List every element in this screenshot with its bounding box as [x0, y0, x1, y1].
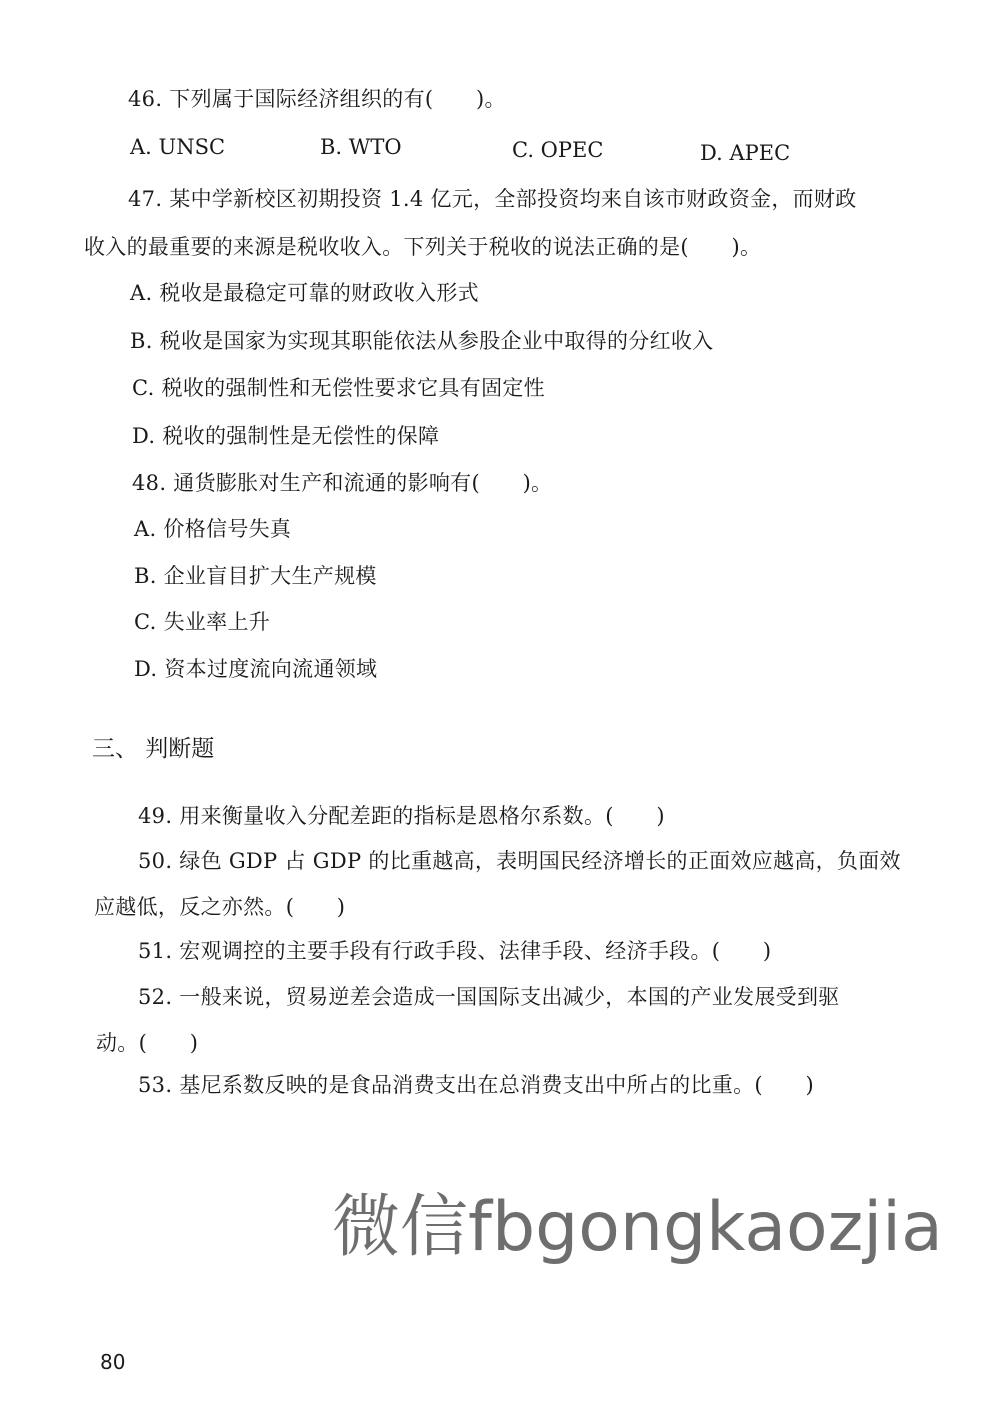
question-50-line2: 应越低，反之亦然。( )	[94, 895, 346, 919]
question-48-option-c: C. 失业率上升	[134, 610, 271, 634]
question-48-option-b: B. 企业盲目扩大生产规模	[134, 564, 377, 588]
question-52-line2: 动。( )	[96, 1031, 199, 1055]
question-47-option-c: C. 税收的强制性和无偿性要求它具有固定性	[132, 376, 545, 400]
question-47-option-a: A. 税收是最稳定可靠的财政收入形式	[130, 281, 479, 305]
question-46-stem: 46. 下列属于国际经济组织的有( )。	[128, 87, 506, 111]
question-46-option-d: D. APEC	[700, 141, 791, 165]
page-number: 80	[100, 1350, 126, 1374]
question-49: 49. 用来衡量收入分配差距的指标是恩格尔系数。( )	[138, 804, 665, 828]
question-46-option-b: B. WTO	[320, 135, 402, 159]
question-53: 53. 基尼系数反映的是食品消费支出在总消费支出中所占的比重。( )	[138, 1073, 814, 1097]
question-47-stem-line2: 收入的最重要的来源是税收收入。下列关于税收的说法正确的是( )。	[84, 235, 762, 259]
section-3-title: 三、 判断题	[92, 736, 215, 762]
watermark-text: 微信fbgongkaozjia	[332, 1188, 943, 1267]
question-51: 51. 宏观调控的主要手段有行政手段、法律手段、经济手段。( )	[138, 939, 772, 963]
question-48-stem: 48. 通货膨胀对生产和流通的影响有( )。	[132, 471, 553, 495]
question-46-option-a: A. UNSC	[130, 135, 226, 159]
question-52-line1: 52. 一般来说，贸易逆差会造成一国国际支出减少，本国的产业发展受到驱	[138, 985, 840, 1009]
question-47-stem-line1: 47. 某中学新校区初期投资 1.4 亿元，全部投资均来自该市财政资金，而财政	[128, 187, 857, 211]
question-47-option-d: D. 税收的强制性是无偿性的保障	[132, 424, 440, 448]
question-47-option-b: B. 税收是国家为实现其职能依法从参股企业中取得的分红收入	[130, 329, 714, 353]
question-46-option-c: C. OPEC	[512, 138, 604, 162]
question-48-option-a: A. 价格信号失真	[134, 517, 292, 541]
question-48-option-d: D. 资本过度流向流通领域	[134, 657, 378, 681]
question-50-line1: 50. 绿色 GDP 占 GDP 的比重越高，表明国民经济增长的正面效应越高，负面效	[138, 849, 901, 873]
